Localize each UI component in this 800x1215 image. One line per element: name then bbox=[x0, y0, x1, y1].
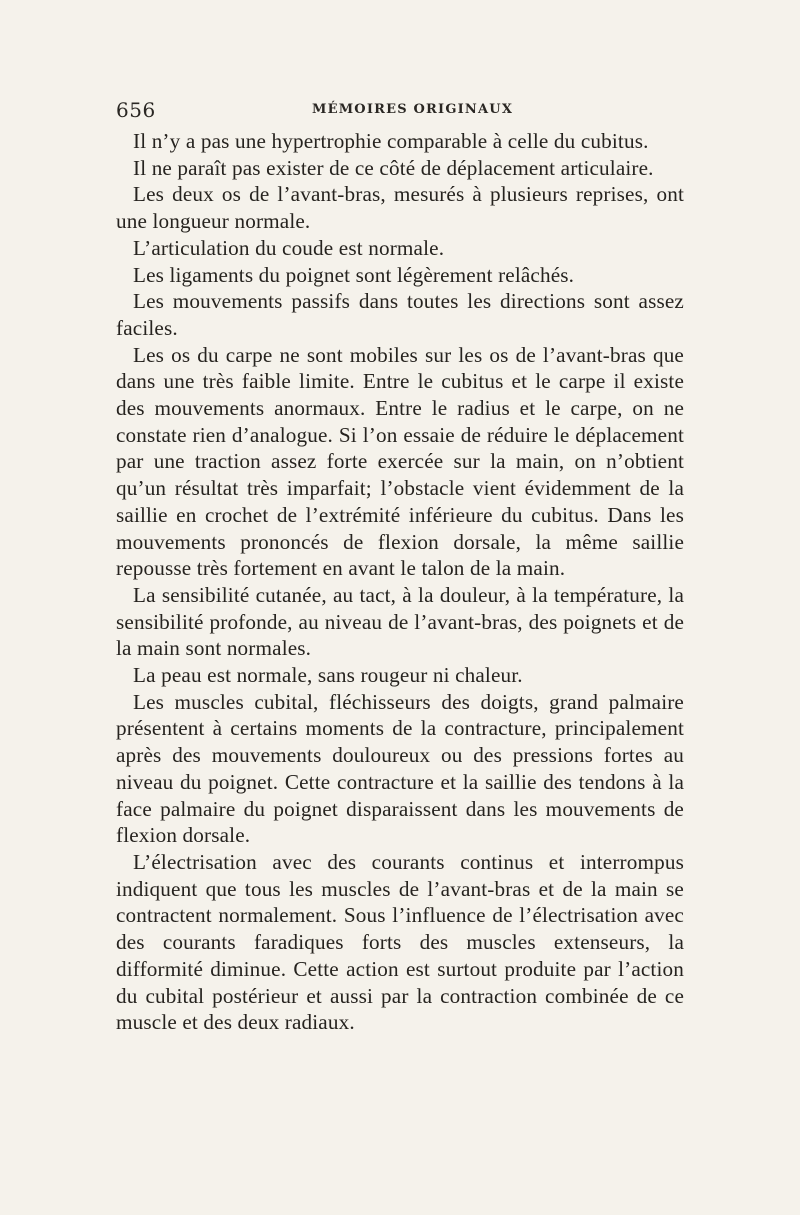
paragraph: La peau est normale, sans rougeur ni chaleur. bbox=[133, 663, 523, 688]
paragraph: Les ligaments du poignet sont légèrement relâchés. bbox=[133, 262, 575, 287]
body-text bbox=[116, 128, 684, 1036]
paragraph: L’articulation du coude est normale. bbox=[133, 235, 445, 260]
paragraph: Les deux os de l’avant-bras, mesurés à plusieurs reprises, ont une longueur normale. bbox=[116, 182, 684, 234]
paragraph: Il ne paraît pas exister de ce côté de déplacement articulaire. bbox=[133, 155, 654, 180]
paragraph: La sensibilité cutanée, au tact, à la douleur, à la température, la sensibilité profonde, au niveau de l’avant-bras, des poignets et de la main sont normales. bbox=[116, 582, 684, 661]
paragraph: Les muscles cubital, fléchisseurs des doigts, grand palmaire présentent à certains moments de la contracture, principalement après des mouvements douloureux ou des pressions fortes au niveau du poignet. Cette contracture et la saillie des tendons à la face palmaire du poignet disparaissent dans les mouvements de flexion dorsale. bbox=[116, 689, 684, 848]
page-number: 656 bbox=[116, 98, 156, 122]
running-title: MÉMOIRES ORIGINAUX bbox=[312, 102, 514, 117]
paragraph: Il n’y a pas une hypertrophie comparable à celle du cubitus. bbox=[133, 129, 649, 153]
paragraph: Les os du carpe ne sont mobiles sur les os de l’avant-bras que dans une très faible limite. Entre le cubitus et le carpe il existe des mouvements anormaux. Entre le radius et le carpe, on ne constate rien d’analogue. Si l’on essaie de réduire le déplacement par une traction assez forte exercée sur la main, on n’obtient qu’un résultat très imparfait; l’obstacle vient évidemment de la saillie en crochet de l’extrémité inférieure du cubitus. Dans les mouvements prononcés de flexion dorsale, la même saillie repousse très fortement en avant le talon de la main. bbox=[116, 342, 684, 581]
page-header bbox=[116, 98, 686, 126]
paragraph: Les mouvements passifs dans toutes les directions sont assez faciles. bbox=[116, 289, 684, 340]
paragraph: L’électrisation avec des courants continus et interrompus indiquent que tous les muscles de l’avant-bras et de la main se contractent normalement. Sous l’influence de l’électrisation avec des courants faradiques forts des muscles extenseurs, la difformité diminue. Cette action est surtout produite par l’action du cubital postérieur et aussi par la contraction combinée de ce muscle et des deux radiaux. bbox=[116, 849, 684, 1035]
